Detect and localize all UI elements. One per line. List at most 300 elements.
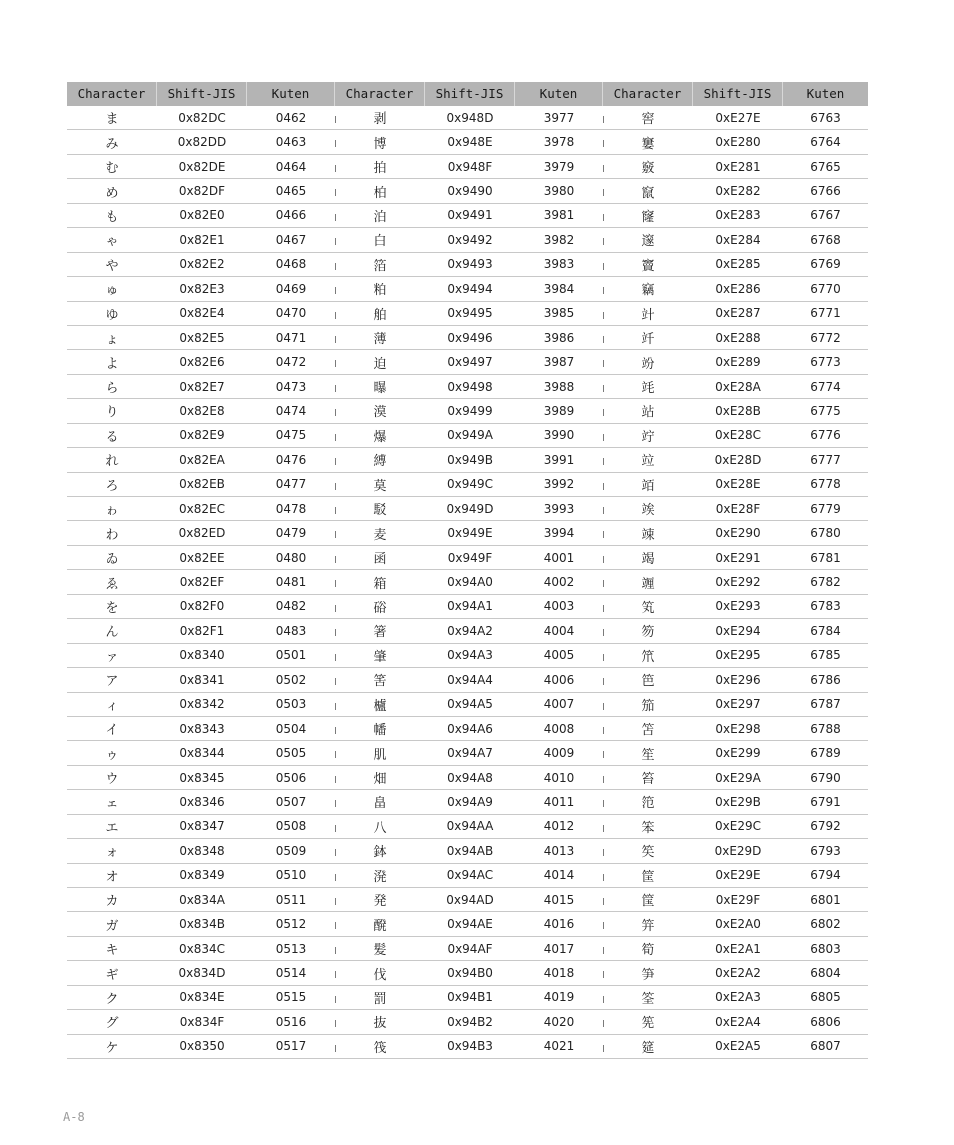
- group-separator: [603, 409, 604, 416]
- cell-kuten: 4010: [543, 770, 575, 785]
- cell-kuten: 6787: [810, 697, 841, 712]
- cell-character: ゎ: [105, 503, 119, 519]
- cell-character: む: [105, 161, 119, 177]
- cell-kuten: 6774: [810, 379, 841, 394]
- cell-character: 竕: [641, 356, 655, 372]
- group-separator: [603, 727, 604, 734]
- cell-character: 柏: [373, 185, 387, 201]
- cell-kuten: 0505: [275, 746, 307, 761]
- group-separator: [335, 825, 336, 832]
- group-separator: [603, 312, 604, 319]
- cell-kuten: 6769: [810, 257, 841, 272]
- cell-shift-jis: 0x94A5: [447, 697, 493, 712]
- header-kuten-2: Kuten: [515, 82, 603, 106]
- cell-kuten: 0515: [275, 990, 307, 1005]
- cell-character: 櫨: [373, 698, 387, 714]
- cell-shift-jis: 0xE29E: [715, 868, 761, 883]
- cell-kuten: 6802: [810, 917, 841, 932]
- cell-shift-jis: 0x82E5: [179, 330, 225, 345]
- cell-shift-jis: 0x8343: [179, 721, 225, 736]
- cell-character: 醗: [373, 918, 387, 934]
- cell-kuten: 3985: [543, 306, 575, 321]
- cell-shift-jis: 0xE287: [715, 306, 761, 321]
- cell-kuten: 4016: [543, 917, 575, 932]
- cell-shift-jis: 0x94A9: [447, 794, 493, 809]
- cell-shift-jis: 0xE283: [715, 208, 761, 223]
- cell-character: 筵: [641, 1040, 655, 1056]
- cell-character: 笘: [641, 723, 655, 739]
- cell-kuten: 0473: [275, 379, 307, 394]
- group-separator: [335, 385, 336, 392]
- cell-kuten: 3991: [543, 452, 575, 467]
- cell-character: 博: [373, 136, 387, 152]
- group-separator: [603, 434, 604, 441]
- cell-character: 発: [373, 894, 387, 910]
- cell-kuten: 0481: [275, 575, 307, 590]
- cell-character: 窿: [641, 209, 655, 225]
- cell-character: 駁: [373, 503, 387, 519]
- table-row: [67, 766, 868, 790]
- group-separator: [335, 238, 336, 245]
- group-separator: [335, 751, 336, 758]
- cell-character: ェ: [105, 796, 119, 812]
- cell-kuten: 0504: [275, 721, 307, 736]
- cell-shift-jis: 0x94AD: [446, 892, 494, 907]
- header-shift-jis-2: Shift-JIS: [425, 82, 515, 106]
- cell-character: 伐: [373, 967, 387, 983]
- cell-shift-jis: 0x834B: [179, 917, 225, 932]
- table-row: [67, 497, 868, 521]
- cell-character: グ: [105, 1016, 119, 1032]
- cell-kuten: 3980: [543, 184, 575, 199]
- cell-shift-jis: 0x82E4: [179, 306, 225, 321]
- table-row: [67, 619, 868, 643]
- cell-shift-jis: 0x9496: [447, 330, 493, 345]
- group-separator: [603, 189, 604, 196]
- cell-character: ケ: [105, 1040, 119, 1056]
- header-shift-jis-3: Shift-JIS: [693, 82, 783, 106]
- table-row: [67, 717, 868, 741]
- cell-kuten: 3992: [543, 477, 575, 492]
- group-separator: [603, 947, 604, 954]
- group-separator: [603, 629, 604, 636]
- cell-shift-jis: 0x834D: [178, 966, 226, 981]
- cell-shift-jis: 0x94A1: [447, 599, 493, 614]
- cell-kuten: 6764: [810, 135, 841, 150]
- cell-character: ゐ: [105, 552, 119, 568]
- cell-kuten: 0467: [275, 232, 307, 247]
- cell-kuten: 6804: [810, 966, 841, 981]
- group-separator: [335, 434, 336, 441]
- cell-character: も: [105, 209, 119, 225]
- cell-shift-jis: 0x82F0: [179, 599, 225, 614]
- cell-shift-jis: 0xE2A1: [715, 941, 761, 956]
- cell-shift-jis: 0xE28B: [715, 403, 761, 418]
- table-row: [67, 986, 868, 1010]
- cell-character: 邃: [641, 234, 655, 250]
- group-separator: [335, 947, 336, 954]
- table-row: [67, 595, 868, 619]
- group-separator: [335, 800, 336, 807]
- cell-shift-jis: 0xE2A4: [715, 1014, 761, 1029]
- cell-character: め: [105, 185, 119, 201]
- cell-shift-jis: 0x9498: [447, 379, 493, 394]
- cell-character: 筏: [373, 1040, 387, 1056]
- cell-shift-jis: 0xE294: [715, 623, 761, 638]
- cell-kuten: 0462: [275, 110, 307, 125]
- cell-shift-jis: 0xE29C: [715, 819, 761, 834]
- cell-character: ウ: [105, 772, 119, 788]
- cell-kuten: 4017: [543, 941, 575, 956]
- cell-shift-jis: 0xE28E: [715, 477, 761, 492]
- cell-kuten: 3994: [543, 526, 575, 541]
- cell-kuten: 6763: [810, 110, 841, 125]
- group-separator: [603, 1020, 604, 1027]
- cell-character: 肇: [373, 649, 387, 665]
- cell-kuten: 6783: [810, 599, 841, 614]
- cell-shift-jis: 0xE29B: [715, 794, 761, 809]
- cell-character: 筈: [373, 674, 387, 690]
- group-separator: [603, 483, 604, 490]
- cell-shift-jis: 0x9495: [447, 306, 493, 321]
- cell-shift-jis: 0x94B1: [447, 990, 493, 1005]
- cell-shift-jis: 0x94B0: [447, 966, 493, 981]
- cell-character: ゥ: [105, 747, 119, 763]
- table-row: [67, 790, 868, 814]
- group-separator: [603, 531, 604, 538]
- cell-kuten: 0514: [275, 966, 307, 981]
- group-separator: [603, 385, 604, 392]
- group-separator: [335, 409, 336, 416]
- cell-shift-jis: 0x949B: [447, 452, 493, 467]
- cell-shift-jis: 0x82E2: [179, 257, 225, 272]
- table-row: [67, 521, 868, 545]
- cell-shift-jis: 0x949D: [446, 501, 494, 516]
- cell-shift-jis: 0x8340: [179, 648, 225, 663]
- cell-character: 竭: [641, 552, 655, 568]
- group-separator: [603, 165, 604, 172]
- cell-character: ガ: [105, 918, 119, 934]
- cell-kuten: 3978: [543, 135, 575, 150]
- cell-kuten: 3990: [543, 428, 575, 443]
- cell-kuten: 0508: [275, 819, 307, 834]
- group-separator: [335, 214, 336, 221]
- cell-kuten: 6785: [810, 648, 841, 663]
- cell-shift-jis: 0x94A8: [447, 770, 493, 785]
- cell-kuten: 4008: [543, 721, 575, 736]
- cell-shift-jis: 0x8347: [179, 819, 225, 834]
- cell-kuten: 6794: [810, 868, 841, 883]
- group-separator: [335, 703, 336, 710]
- cell-shift-jis: 0x8349: [179, 868, 225, 883]
- cell-kuten: 3986: [543, 330, 575, 345]
- cell-character: や: [105, 258, 119, 274]
- cell-kuten: 6778: [810, 477, 841, 492]
- group-separator: [335, 263, 336, 270]
- cell-character: ら: [105, 381, 119, 397]
- table-row: [67, 473, 868, 497]
- cell-kuten: 0479: [275, 526, 307, 541]
- header-character-1: Character: [67, 82, 157, 106]
- cell-character: 莫: [373, 478, 387, 494]
- cell-kuten: 6793: [810, 843, 841, 858]
- table-row: [67, 155, 868, 179]
- cell-shift-jis: 0x82E6: [179, 355, 225, 370]
- cell-character: 漠: [373, 405, 387, 421]
- cell-kuten: 6807: [810, 1039, 841, 1054]
- table-row: [67, 277, 868, 301]
- cell-character: 箸: [373, 625, 387, 641]
- cell-kuten: 0468: [275, 257, 307, 272]
- cell-shift-jis: 0xE28C: [715, 428, 761, 443]
- cell-kuten: 0469: [275, 281, 307, 296]
- cell-character: ゃ: [105, 234, 119, 250]
- cell-shift-jis: 0xE2A0: [715, 917, 761, 932]
- cell-kuten: 6765: [810, 159, 841, 174]
- cell-character: 迫: [373, 356, 387, 372]
- cell-kuten: 0470: [275, 306, 307, 321]
- cell-kuten: 3981: [543, 208, 575, 223]
- cell-kuten: 0507: [275, 794, 307, 809]
- cell-character: 笶: [641, 845, 655, 861]
- table-row: [67, 741, 868, 765]
- cell-kuten: 0483: [275, 623, 307, 638]
- group-separator: [603, 1045, 604, 1052]
- table-row: [67, 1010, 868, 1034]
- cell-shift-jis: 0x82DF: [178, 184, 226, 199]
- cell-character: ク: [105, 991, 119, 1007]
- group-separator: [335, 165, 336, 172]
- cell-kuten: 6776: [810, 428, 841, 443]
- cell-shift-jis: 0xE288: [715, 330, 761, 345]
- cell-character: ん: [105, 625, 119, 641]
- cell-kuten: 6780: [810, 526, 841, 541]
- cell-shift-jis: 0x94A2: [447, 623, 493, 638]
- group-separator: [603, 116, 604, 123]
- cell-shift-jis: 0xE291: [715, 550, 761, 565]
- cell-character: ギ: [105, 967, 119, 983]
- group-separator: [603, 580, 604, 587]
- cell-shift-jis: 0x94B2: [447, 1014, 493, 1029]
- cell-shift-jis: 0x9492: [447, 232, 493, 247]
- cell-kuten: 0511: [275, 892, 307, 907]
- cell-character: 筺: [641, 894, 655, 910]
- cell-character: 罰: [373, 991, 387, 1007]
- cell-kuten: 6770: [810, 281, 841, 296]
- group-separator: [603, 996, 604, 1003]
- cell-character: 竢: [641, 503, 655, 519]
- cell-character: み: [105, 136, 119, 152]
- cell-shift-jis: 0xE281: [715, 159, 761, 174]
- group-separator: [603, 751, 604, 758]
- group-separator: [335, 360, 336, 367]
- table-row: [67, 253, 868, 277]
- cell-character: 竡: [641, 478, 655, 494]
- group-separator: [603, 898, 604, 905]
- cell-kuten: 3989: [543, 403, 575, 418]
- cell-character: ろ: [105, 478, 119, 494]
- cell-shift-jis: 0x9499: [447, 403, 493, 418]
- group-separator: [603, 849, 604, 856]
- cell-character: り: [105, 405, 119, 421]
- cell-kuten: 6779: [810, 501, 841, 516]
- table-row: [67, 693, 868, 717]
- cell-character: 筌: [641, 991, 655, 1007]
- table-row: [67, 961, 868, 985]
- cell-kuten: 4004: [543, 623, 575, 638]
- cell-shift-jis: 0x948F: [447, 159, 493, 174]
- table-row: [67, 302, 868, 326]
- group-separator: [335, 1020, 336, 1027]
- group-separator: [603, 678, 604, 685]
- cell-shift-jis: 0x8350: [179, 1039, 225, 1054]
- cell-character: 筅: [641, 1016, 655, 1032]
- cell-character: ア: [105, 674, 119, 690]
- cell-character: 八: [373, 820, 387, 836]
- cell-shift-jis: 0x82E8: [179, 403, 225, 418]
- cell-character: 窶: [641, 136, 655, 152]
- table-row: [67, 228, 868, 252]
- table-row: [67, 570, 868, 594]
- group-separator: [603, 971, 604, 978]
- cell-character: 抜: [373, 1016, 387, 1032]
- cell-shift-jis: 0x94AA: [446, 819, 494, 834]
- cell-character: 竚: [641, 429, 655, 445]
- table-row: [67, 375, 868, 399]
- cell-kuten: 6767: [810, 208, 841, 223]
- table-row: [67, 179, 868, 203]
- cell-character: 笄: [641, 918, 655, 934]
- header-kuten-3: Kuten: [806, 86, 845, 101]
- cell-character: 髪: [373, 943, 387, 959]
- cell-kuten: 6766: [810, 184, 841, 199]
- group-separator: [335, 507, 336, 514]
- cell-kuten: 3988: [543, 379, 575, 394]
- cell-shift-jis: 0x9497: [447, 355, 493, 370]
- cell-character: 竓: [641, 381, 655, 397]
- cell-kuten: 4014: [543, 868, 575, 883]
- cell-kuten: 0502: [275, 672, 307, 687]
- cell-shift-jis: 0x8348: [179, 843, 225, 858]
- cell-kuten: 6768: [810, 232, 841, 247]
- cell-character: 粕: [373, 283, 387, 299]
- cell-character: イ: [105, 723, 119, 739]
- cell-shift-jis: 0xE280: [715, 135, 761, 150]
- group-separator: [335, 287, 336, 294]
- group-separator: [335, 678, 336, 685]
- cell-kuten: 0516: [275, 1014, 307, 1029]
- cell-shift-jis: 0x82ED: [178, 526, 226, 541]
- cell-kuten: 0513: [275, 941, 307, 956]
- group-separator: [603, 922, 604, 929]
- cell-kuten: 4011: [543, 794, 575, 809]
- cell-character: る: [105, 429, 119, 445]
- cell-character: カ: [105, 894, 119, 910]
- cell-kuten: 0517: [275, 1039, 307, 1054]
- group-separator: [603, 556, 604, 563]
- group-separator: [335, 458, 336, 465]
- cell-shift-jis: 0xE2A2: [715, 966, 761, 981]
- cell-shift-jis: 0xE299: [715, 746, 761, 761]
- cell-kuten: 6789: [810, 746, 841, 761]
- cell-kuten: 0510: [275, 868, 307, 883]
- cell-shift-jis: 0x9491: [447, 208, 493, 223]
- cell-character: 笂: [641, 600, 655, 616]
- group-separator: [335, 580, 336, 587]
- group-separator: [335, 531, 336, 538]
- cell-shift-jis: 0x94AF: [447, 941, 493, 956]
- cell-kuten: 0471: [275, 330, 307, 345]
- cell-character: 剥: [373, 112, 387, 128]
- group-separator: [603, 800, 604, 807]
- cell-kuten: 0501: [275, 648, 307, 663]
- table-row: [67, 815, 868, 839]
- cell-shift-jis: 0xE297: [715, 697, 761, 712]
- cell-character: 竰: [641, 576, 655, 592]
- table-row: [67, 937, 868, 961]
- cell-character: ゅ: [105, 283, 119, 299]
- cell-shift-jis: 0x948E: [447, 135, 493, 150]
- cell-kuten: 4005: [543, 648, 575, 663]
- cell-character: 站: [641, 405, 655, 421]
- cell-shift-jis: 0x82EB: [179, 477, 225, 492]
- cell-shift-jis: 0x94A6: [447, 721, 493, 736]
- cell-character: 畠: [373, 796, 387, 812]
- cell-character: キ: [105, 943, 119, 959]
- cell-shift-jis: 0x949E: [447, 526, 493, 541]
- cell-kuten: 4012: [543, 819, 575, 834]
- cell-shift-jis: 0xE29F: [715, 892, 761, 907]
- cell-character: 畑: [373, 772, 387, 788]
- cell-kuten: 4002: [543, 575, 575, 590]
- cell-kuten: 0466: [275, 208, 307, 223]
- cell-character: ゆ: [105, 307, 119, 323]
- cell-kuten: 0478: [275, 501, 307, 516]
- cell-kuten: 4015: [543, 892, 575, 907]
- cell-kuten: 0512: [275, 917, 307, 932]
- group-separator: [335, 922, 336, 929]
- cell-character: 竇: [641, 258, 655, 274]
- cell-kuten: 6777: [810, 452, 841, 467]
- cell-kuten: 4001: [543, 550, 575, 565]
- cell-shift-jis: 0x82E9: [179, 428, 225, 443]
- cell-character: 笵: [641, 796, 655, 812]
- cell-character: 溌: [373, 869, 387, 885]
- group-separator: [335, 996, 336, 1003]
- table-row: [67, 839, 868, 863]
- header-character-2: Character: [335, 82, 425, 106]
- cell-kuten: 0464: [275, 159, 307, 174]
- cell-kuten: 4021: [543, 1039, 575, 1054]
- cell-character: 笞: [641, 772, 655, 788]
- cell-character: 白: [373, 234, 387, 250]
- cell-shift-jis: 0xE289: [715, 355, 761, 370]
- cell-character: 舶: [373, 307, 387, 323]
- cell-kuten: 6784: [810, 623, 841, 638]
- cell-character: 笊: [641, 649, 655, 665]
- cell-character: 泊: [373, 209, 387, 225]
- cell-shift-jis: 0x834A: [179, 892, 225, 907]
- cell-shift-jis: 0x82E1: [179, 232, 225, 247]
- cell-shift-jis: 0x949C: [446, 477, 494, 492]
- cell-kuten: 3993: [543, 501, 575, 516]
- table-row: [67, 106, 868, 130]
- cell-kuten: 6790: [810, 770, 841, 785]
- cell-shift-jis: 0x82F1: [179, 623, 225, 638]
- group-separator: [335, 336, 336, 343]
- table-row: [67, 326, 868, 350]
- group-separator: [603, 287, 604, 294]
